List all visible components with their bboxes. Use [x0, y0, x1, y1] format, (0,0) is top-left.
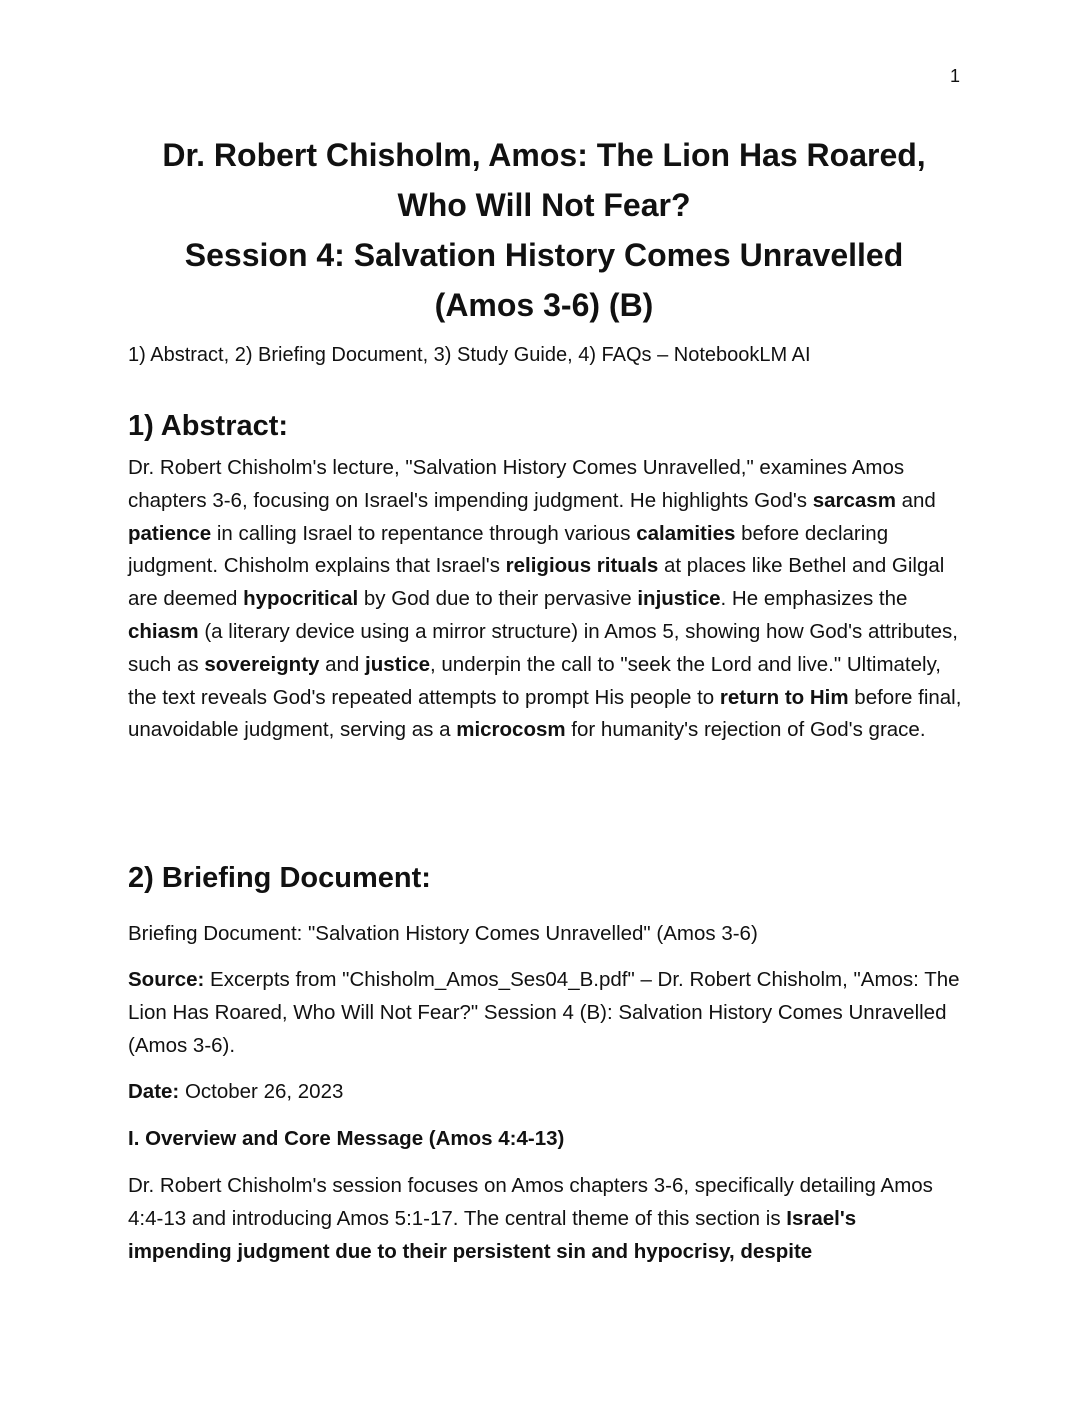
term-calamities: calamities — [636, 521, 736, 545]
date-paragraph — [128, 1076, 963, 1109]
abstract-text: by God due to their pervasive — [358, 587, 638, 611]
title-line-4: (Amos 3-6) (B) — [434, 287, 654, 323]
date-text: October 26, 2023 — [179, 1080, 344, 1103]
term-patience: patience — [128, 521, 212, 545]
term-microcosm: microcosm — [456, 718, 566, 742]
document-title — [100, 130, 988, 330]
title-line-1: Dr. Robert Chisholm, Amos: The Lion Has Roared, — [162, 137, 926, 173]
overview-section-title-text: I. Overview and Core Message (Amos 4:4-13) — [128, 1127, 565, 1150]
source-paragraph — [128, 964, 963, 1062]
abstract-text: (a literary device using a mirror structure) in Amos 5, showing how God's attributes, such as — [128, 619, 958, 676]
abstract-text: . He emphasizes the — [720, 587, 908, 611]
briefing-heading: 2) Briefing Document: — [128, 862, 431, 894]
abstract-text: before final, unavoidable judgment, serving as a — [128, 685, 962, 742]
overview-bold-text: Israel's impending judgment due to their persistent sin and hypocrisy, despite — [128, 1206, 857, 1263]
abstract-text: for humanity's rejection of God's grace. — [565, 718, 926, 742]
term-injustice: injustice — [637, 587, 721, 611]
abstract-text: before declaring judgment. Chisholm explains that Israel's — [128, 521, 889, 578]
term-hypocritical: hypocritical — [243, 587, 359, 611]
abstract-text: in calling Israel to repentance through various — [211, 521, 637, 545]
term-justice: justice — [365, 652, 430, 676]
abstract-text: at places like Bethel and Gilgal are deemed — [128, 554, 945, 611]
abstract-text: Dr. Robert Chisholm's lecture, "Salvation History Comes Unravelled," examines Amos chapters 3-6, focusing on Israel's impending judgment. He highlights God's — [128, 456, 905, 512]
abstract-text: , underpin the call to "seek the Lord and live." Ultimately, the text reveals God's repeated attempts to prompt His people to — [128, 652, 941, 709]
source-label: Source: — [128, 968, 205, 991]
source-text: Excerpts from "Chisholm_Amos_Ses04_B.pdf" – Dr. Robert Chisholm, "Amos: The Lion Has Roared, Who Will Not Fear?" Session 4 (B): Salvation History Comes Unravelled (Amos 3-6). — [128, 968, 960, 1057]
abstract-text: and — [319, 652, 366, 676]
abstract-paragraph — [128, 452, 963, 747]
abstract-heading: 1) Abstract: — [128, 410, 289, 442]
page-number: 1 — [949, 66, 960, 86]
term-chiasm: chiasm — [128, 619, 199, 643]
overview-section-title — [128, 1123, 963, 1156]
term-return-to-him: return to Him — [719, 685, 849, 709]
term-sarcasm: sarcasm — [812, 488, 896, 512]
overview-text: Dr. Robert Chisholm's session focuses on Amos chapters 3-6, specifically detailing Amos 4:4-13 and introducing Amos 5:1-17. The central theme of this section is — [128, 1174, 933, 1230]
date-label: Date: — [128, 1080, 180, 1103]
title-line-3: Session 4: Salvation History Comes Unravelled — [184, 237, 904, 273]
term-religious-rituals: religious rituals — [505, 554, 659, 578]
briefing-subtitle: Briefing Document: "Salvation History Comes Unravelled" (Amos 3-6) — [128, 922, 758, 945]
abstract-text: and — [895, 488, 936, 512]
term-sovereignty: sovereignty — [204, 652, 320, 676]
contents-line: 1) Abstract, 2) Briefing Document, 3) Study Guide, 4) FAQs – NotebookLM AI — [128, 344, 811, 366]
overview-paragraph — [128, 1170, 963, 1268]
title-line-2: Who Will Not Fear? — [397, 187, 691, 223]
